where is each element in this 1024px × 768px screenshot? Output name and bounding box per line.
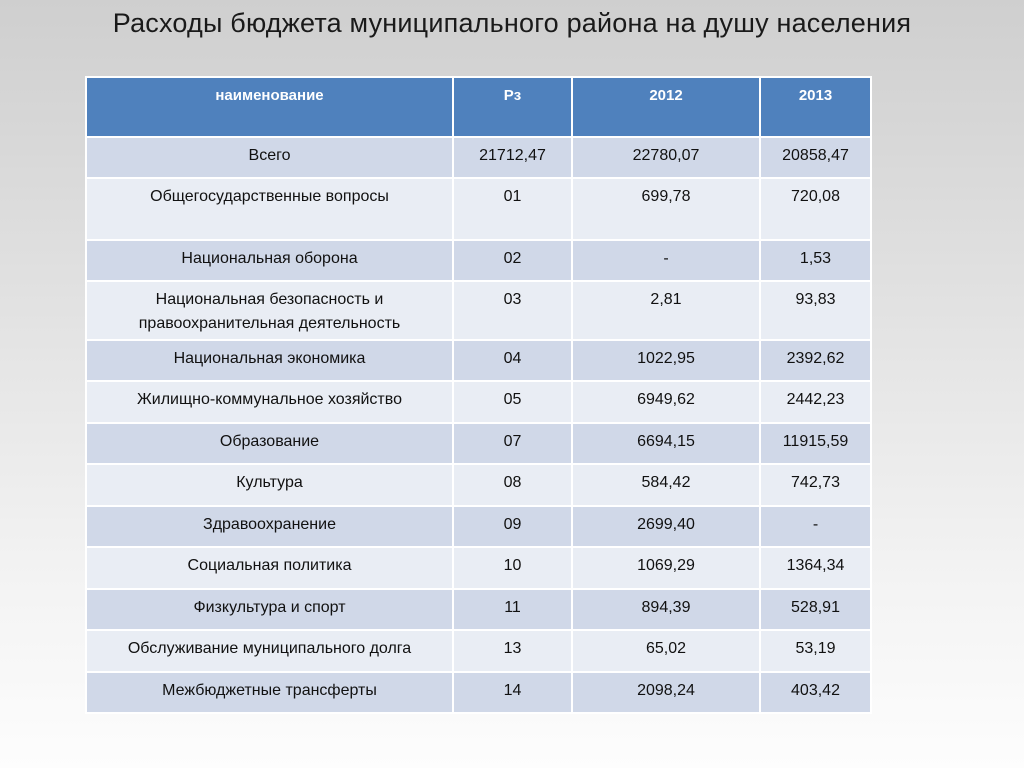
cell-name: Физкультура и спорт xyxy=(86,589,453,630)
cell-2012: 22780,07 xyxy=(572,137,760,178)
header-2012: 2012 xyxy=(572,77,760,137)
cell-rz: 10 xyxy=(453,547,572,589)
cell-2013: - xyxy=(760,506,871,547)
cell-rz: 13 xyxy=(453,630,572,672)
table-row xyxy=(86,178,871,240)
cell-name: Обслуживание муниципального долга xyxy=(86,630,453,672)
cell-rz: 09 xyxy=(453,506,572,547)
cell-2012: 894,39 xyxy=(572,589,760,630)
cell-2013: 2442,23 xyxy=(760,381,871,423)
cell-2013: 2392,62 xyxy=(760,340,871,381)
cell-2013: 20858,47 xyxy=(760,137,871,178)
cell-2012: 1022,95 xyxy=(572,340,760,381)
table-header-row xyxy=(86,77,871,137)
cell-2012: 1069,29 xyxy=(572,547,760,589)
cell-2012: 65,02 xyxy=(572,630,760,672)
cell-rz: 05 xyxy=(453,381,572,423)
cell-name: Всего xyxy=(86,137,453,178)
table-row xyxy=(86,547,871,589)
cell-2013: 403,42 xyxy=(760,672,871,713)
cell-2012: - xyxy=(572,240,760,281)
table-row xyxy=(86,464,871,506)
table-row xyxy=(86,281,871,340)
table-row xyxy=(86,672,871,713)
table-row xyxy=(86,381,871,423)
cell-rz: 21712,47 xyxy=(453,137,572,178)
cell-rz: 02 xyxy=(453,240,572,281)
header-2013: 2013 xyxy=(760,77,871,137)
cell-name: Образование xyxy=(86,423,453,464)
cell-2012: 2699,40 xyxy=(572,506,760,547)
cell-name: Социальная политика xyxy=(86,547,453,589)
cell-name: Жилищно-коммунальное хозяйство xyxy=(86,381,453,423)
budget-table xyxy=(85,76,872,714)
cell-2013: 528,91 xyxy=(760,589,871,630)
table-row xyxy=(86,589,871,630)
header-name: наименование xyxy=(86,77,453,137)
cell-rz: 11 xyxy=(453,589,572,630)
cell-2012: 584,42 xyxy=(572,464,760,506)
table-row xyxy=(86,423,871,464)
cell-2013: 720,08 xyxy=(760,178,871,240)
table-row xyxy=(86,137,871,178)
cell-name: Межбюджетные трансферты xyxy=(86,672,453,713)
cell-rz: 01 xyxy=(453,178,572,240)
cell-2013: 742,73 xyxy=(760,464,871,506)
cell-name: Здравоохранение xyxy=(86,506,453,547)
header-rz: Рз xyxy=(453,77,572,137)
cell-rz: 03 xyxy=(453,281,572,340)
cell-name: Национальная оборона xyxy=(86,240,453,281)
cell-2013: 53,19 xyxy=(760,630,871,672)
cell-name: Культура xyxy=(86,464,453,506)
table-row xyxy=(86,506,871,547)
slide-title: Расходы бюджета муниципального района на душу населения xyxy=(112,8,912,38)
table-row xyxy=(86,630,871,672)
cell-2012: 699,78 xyxy=(572,178,760,240)
cell-2012: 2098,24 xyxy=(572,672,760,713)
cell-name: Общегосударственные вопросы xyxy=(86,178,453,240)
cell-2013: 1364,34 xyxy=(760,547,871,589)
table-row xyxy=(86,340,871,381)
cell-name: Национальная безопасность и правоохранительная деятельность xyxy=(86,281,453,340)
cell-name: Национальная экономика xyxy=(86,340,453,381)
cell-2012: 2,81 xyxy=(572,281,760,340)
cell-rz: 07 xyxy=(453,423,572,464)
cell-2013: 11915,59 xyxy=(760,423,871,464)
cell-rz: 14 xyxy=(453,672,572,713)
cell-2012: 6949,62 xyxy=(572,381,760,423)
cell-2012: 6694,15 xyxy=(572,423,760,464)
cell-2013: 93,83 xyxy=(760,281,871,340)
cell-rz: 08 xyxy=(453,464,572,506)
cell-2013: 1,53 xyxy=(760,240,871,281)
cell-rz: 04 xyxy=(453,340,572,381)
table-row xyxy=(86,240,871,281)
